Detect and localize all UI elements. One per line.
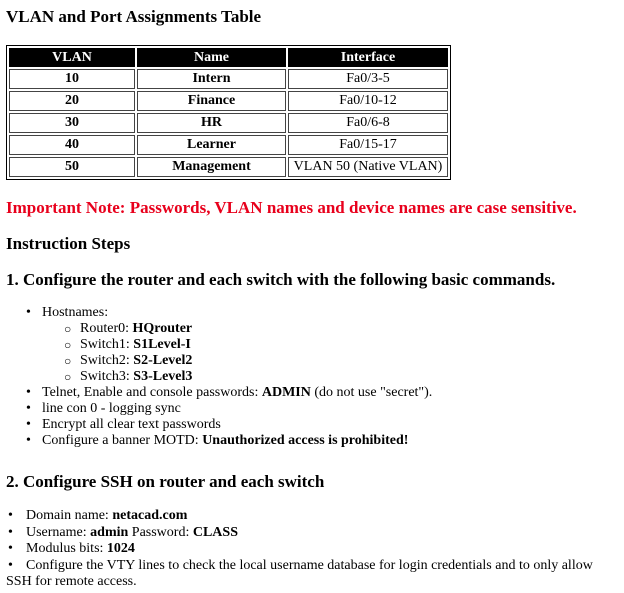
cell-interface: Fa0/3-5 <box>288 69 448 89</box>
table-row <box>9 113 448 133</box>
hostname-value: HQrouter <box>132 321 193 336</box>
list-item-hostnames <box>24 305 432 385</box>
list-item <box>62 369 432 385</box>
cell-interface: VLAN 50 (Native VLAN) <box>288 157 448 177</box>
list-item <box>62 337 432 353</box>
cell-vlan: 50 <box>9 157 135 177</box>
cell-vlan: 40 <box>9 135 135 155</box>
domain-label: Domain name: <box>26 508 113 523</box>
banner-label: Configure a banner MOTD: <box>42 433 203 448</box>
device-label: Router0: <box>80 321 133 336</box>
list-item-encrypt: • Encrypt all clear text passwords <box>24 417 432 433</box>
step2-list <box>6 508 618 591</box>
table-row <box>9 91 448 111</box>
username-value: admin <box>90 524 129 540</box>
step2-heading: 2. Configure SSH on router and each switch <box>6 472 325 491</box>
list-item-credentials <box>6 525 618 542</box>
table-header-row <box>9 48 448 67</box>
important-note: Important Note: Passwords, VLAN names and device names are case sensitive. <box>6 198 577 217</box>
device-label: Switch2: <box>80 353 134 368</box>
table-row <box>9 135 448 155</box>
page-title: VLAN and Port Assignments Table <box>6 7 262 26</box>
list-item-vty: • Configure the VTY lines to check the local username database for login credentials and to only allow SSH for remote access. <box>6 558 618 591</box>
device-label: Switch3: <box>80 369 134 384</box>
cell-name: Finance <box>137 91 286 111</box>
device-label: Switch1: <box>80 337 134 352</box>
step1-heading: 1. Configure the router and each switch with the following basic commands. <box>6 270 556 289</box>
hostnames-sublist <box>62 321 432 385</box>
hostname-value: S2-Level2 <box>133 353 193 368</box>
list-item-banner <box>24 433 432 449</box>
hostname-value: S1Level-I <box>133 337 191 352</box>
header-name: Name <box>137 48 286 67</box>
header-vlan: VLAN <box>9 48 135 67</box>
cell-vlan: 20 <box>9 91 135 111</box>
hostnames-label: Hostnames: <box>42 305 109 320</box>
list-item-domain <box>6 508 618 525</box>
list-item <box>62 321 432 337</box>
banner-value: Unauthorized access is prohibited! <box>202 433 409 448</box>
cell-vlan: 10 <box>9 69 135 89</box>
passwords-value: ADMIN <box>261 385 311 400</box>
cell-name: Management <box>137 157 286 177</box>
cell-name: HR <box>137 113 286 133</box>
modulus-label: Modulus bits: <box>26 541 107 556</box>
cell-interface: Fa0/6-8 <box>288 113 448 133</box>
password-value: CLASS <box>192 524 238 540</box>
domain-value: netacad.com <box>112 508 188 523</box>
cell-name: Learner <box>137 135 286 155</box>
cell-interface: Fa0/15-17 <box>288 135 448 155</box>
list-item-line-con: • line con 0 - logging sync <box>24 401 432 417</box>
list-item <box>62 353 432 369</box>
cell-vlan: 30 <box>9 113 135 133</box>
table-row <box>9 69 448 89</box>
header-interface: Interface <box>288 48 448 67</box>
cell-interface: Fa0/10-12 <box>288 91 448 111</box>
list-item-passwords <box>24 385 432 401</box>
cell-name: Intern <box>137 69 286 89</box>
password-label: Password: <box>128 524 193 540</box>
table-row <box>9 157 448 177</box>
passwords-suffix: (do not use "secret"). <box>310 385 433 400</box>
modulus-value: 1024 <box>106 541 135 556</box>
username-label: Username: <box>26 524 91 540</box>
step1-list <box>24 305 432 449</box>
vlan-table <box>6 45 451 180</box>
list-item-modulus <box>6 541 618 558</box>
hostname-value: S3-Level3 <box>133 369 193 384</box>
instruction-steps-heading: Instruction Steps <box>6 234 131 253</box>
passwords-label: Telnet, Enable and console passwords: <box>42 385 262 400</box>
